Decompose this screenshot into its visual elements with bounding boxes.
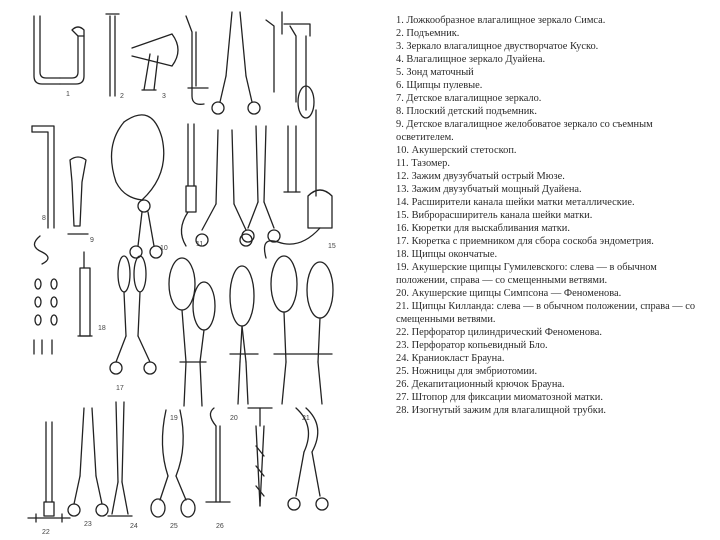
child-speculum-icon [266,12,314,118]
doyen-speculum-icon [186,16,208,104]
musseux-forceps-icon [196,130,252,246]
doyen-clamp-icon [242,126,280,242]
flat-child-elevator-icon [32,126,54,264]
legend-item: 2. Подъемник. [396,28,460,39]
legend-item: 1. Ложкообразное влагалищное зеркало Симса. [396,15,606,26]
pelvimeter-icon [181,124,196,246]
curved-clamp-icon [288,408,328,510]
svg-text:8: 8 [42,215,46,222]
legend-item: 9. Детское влагалищное желобоватое зеркало со съемным осветителем. [396,119,653,143]
legend-item: 20. Акушерские щипцы Симпсона — Феноменова. [396,288,622,299]
svg-text:3: 3 [162,93,166,100]
svg-text:17: 17 [116,385,124,392]
legend-item: 14. Расширители канала шейки матки металлические. [396,197,635,208]
legend-item: 22. Перфоратор цилиндрический Феноменова. [396,327,603,338]
curettes-icon [34,279,57,354]
bullet-forceps-icon [212,12,260,114]
svg-text:2: 2 [120,93,124,100]
svg-text:23: 23 [84,521,92,528]
legend-item: 7. Детское влагалищное зеркало. [396,93,542,104]
legend-item: 27. Штопор для фиксации миоматозной матки. [396,392,603,403]
braun-hook-icon [206,408,230,502]
svg-text:1: 1 [66,91,70,98]
instrument-legend [396,14,708,417]
legend-item: 13. Зажим двузубчатый мощный Дуайена. [396,184,582,195]
grooved-speculum-icon [68,157,88,234]
svg-text:15: 15 [328,243,336,250]
svg-text:10: 10 [160,245,168,252]
surgical-instruments-drawing [20,6,392,536]
legend-item: 24. Краниокласт Брауна. [396,353,505,364]
legend-item: 12. Зажим двузубчатый острый Мюзе. [396,171,565,182]
blot-perforator-icon [68,408,108,516]
dilators-icon [284,126,300,192]
legend-item: 11. Тазомер. [396,158,450,169]
sims-speculum-icon [34,16,84,84]
svg-text:9: 9 [90,237,94,244]
stethoscope-icon [112,115,164,258]
braun-cranioclast-icon [108,402,132,516]
svg-text:25: 25 [170,523,178,530]
legend-item: 10. Акушерский стетоскоп. [396,145,517,156]
legend-item: 25. Ножницы для эмбриотомии. [396,366,538,377]
kielland-forceps-icon [271,256,333,404]
legend-item: 28. Изогнутый зажим для влагалищной трубки. [396,405,606,416]
legend-item: 26. Декапитационный крючок Брауна. [396,379,565,390]
vibro-dilator-icon [265,110,336,258]
svg-text:24: 24 [130,523,138,530]
legend-item: 21. Щипцы Килланда: слева — в обычном положении, справа — со смещенными ветвями. [396,301,696,325]
svg-text:21: 21 [302,415,310,422]
instruments-figure [20,6,392,536]
simpson-forceps-icon [230,266,258,404]
legend-item: 8. Плоский детский подъемник. [396,106,537,117]
legend-item: 3. Зеркало влагалищное двустворчатое Куско. [396,41,599,52]
legend-item: 16. Кюретки для выскабливания матки. [396,223,570,234]
legend-item: 17. Кюретка с приемником для сбора соскоба эндометрия. [396,236,654,247]
cusco-speculum-icon [132,34,178,90]
svg-text:11: 11 [196,241,204,248]
svg-text:18: 18 [98,325,106,332]
gumilevsky-forceps-icon [169,258,215,406]
fenomenov-perforator-icon [28,422,70,522]
embryotomy-scissors-icon [151,410,195,517]
corkscrew-icon [248,408,272,506]
legend-item: 23. Перфоратор копьевидный Бло. [396,340,548,351]
curette-receiver-icon [78,252,92,336]
legend-item: 5. Зонд маточный [396,67,474,78]
legend-item: 6. Щипцы пулевые. [396,80,483,91]
legend-item: 15. Виброрасширитель канала шейки матки. [396,210,593,221]
legend-item: 19. Акушерские щипцы Гумилевского: слева — в обычном положении, справа — со смещенными ветвями. [396,262,657,286]
fenestrated-forceps-icon [110,256,156,392]
svg-text:26: 26 [216,523,224,530]
legend-item: 18. Щипцы окончатые. [396,249,498,260]
legend-item: 4. Влагалищное зеркало Дуайена. [396,54,546,65]
svg-text:22: 22 [42,529,50,536]
svg-text:20: 20 [230,415,238,422]
elevator-icon [106,14,119,96]
svg-text:19: 19 [170,415,178,422]
